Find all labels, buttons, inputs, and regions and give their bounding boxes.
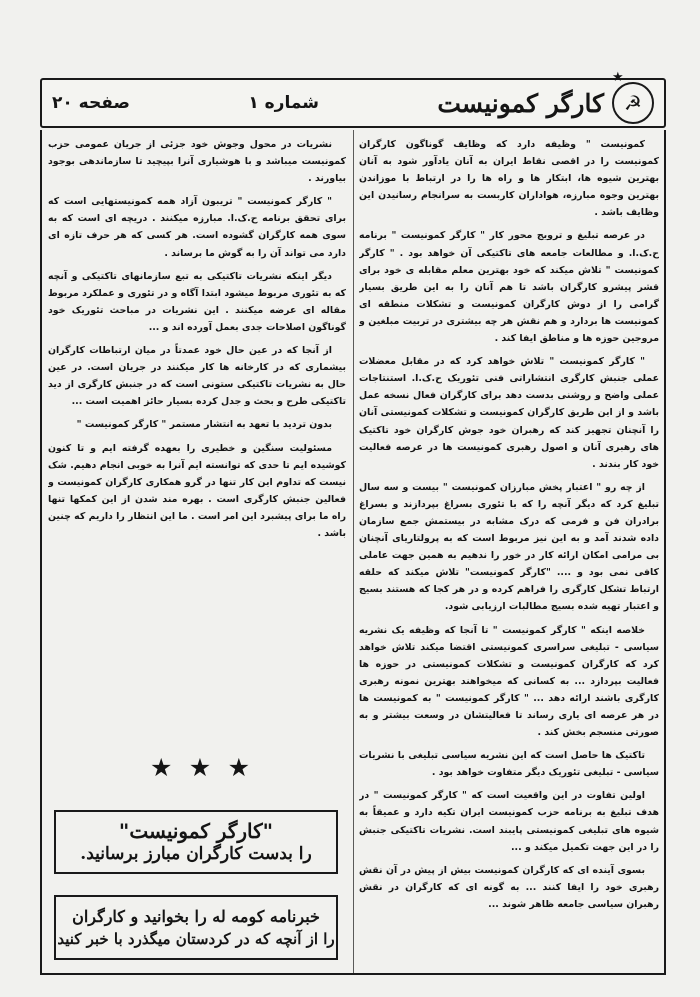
callout-headline: "کارگر کمونیست" bbox=[118, 819, 274, 843]
party-logo-icon: ★ ☭ bbox=[612, 82, 654, 124]
distribution-callout-box bbox=[54, 810, 338, 874]
article-paragraph: اولین تفاوت در این واقعیت است که " کارگر کمونیست " در هدف تبلیغ به برنامه حزب کمونیست ایران تکیه دارد و عمیقاً به شیوه های تبلیغی کمونیستی پایبند است. نشریات تاکتیکی جنبش را در این جهت تکمیل میکند و ... bbox=[359, 790, 659, 853]
callout-subline: را از آنچه که در کردستان میگذرد با خبر کنید bbox=[57, 929, 335, 948]
article-paragraph: خلاصه اینکه " کارگر کمونیست " تا آنجا که وظیفه یک نشریه سیاسی - تبلیغی سراسری کمونیستی اقتضا میکند تلاش خواهد کرد که کارگران کمونیست و تشکلات کمونیستی در حوزه ها فعالیت بپردازد ... به کسانی که میخواهند بهترین نمونه رهبری کارگری باشند ارائه دهد ... " کارگر کمونیست " به کمونیست ها در هر عرصه ای یاری رساند تا فعالیتشان در وسعت بیشتر و به صورتی منسجم بخش کند . bbox=[359, 624, 659, 739]
article-paragraph: تاکتیک ها حاصل است که این نشریه سیاسی تبلیغی با نشریات سیاسی - تبلیغی تئوریک دیگر متفاوت خواهد بود . bbox=[359, 750, 659, 779]
article-paragraph: دیگر اینکه نشریات تاکتیکی به تبع سازمانهای تاکتیکی و آنچه که به تئوری مربوط میشود ابتدا آگاه و در تئوری و عملکرد مربوط مقاله ای عرضه میکنند . این نشریات در مباحث تئوریک خود گوناگون اصلاحات جدی بعمل آورده اند و ... bbox=[48, 270, 346, 333]
newspaper-title: کارگر کمونیست bbox=[437, 88, 604, 118]
article-paragraph: بسوی آینده ای که کارگران کمونیست بیش از پیش در آن نقش رهبری خود را ایفا کنند ... به گونه ای که کارگران در نقش رهبران سیاسی جامعه ظاهر شوند ... bbox=[359, 864, 659, 910]
masthead-band bbox=[40, 70, 666, 128]
article-paragraph: کمونیست " وظیفه دارد که وظایف گوناگون کارگران کمونیست را در اقصی نقاط ایران به آنان یادآور شود به آنان بهترین شیوه ها، ابتکار ها و راه ها را در ارتباط با موزاندن بهترین وجوه مبارزه، هواداران کاربست به سرانجام رسانیدن این وظایف باشد . bbox=[359, 139, 659, 219]
article-paragraph: نشریات در محول وجوش خود جزئی از جریان عمومی حزب کمونیست میباشد و با هوشیاری آنرا بپیچید تا سازماندهی بوجود بیاورند . bbox=[48, 139, 346, 185]
column-divider bbox=[353, 130, 354, 975]
star-icon: ★ bbox=[227, 752, 250, 782]
issue-number: شماره ۱ bbox=[248, 93, 319, 113]
masthead bbox=[437, 70, 654, 124]
article-paragraph: " کارگر کمونیست " تریبون آزاد همه کمونیستهایی است که برای تحقق برنامه ح.ک.ا. مبارزه میکنند . دریچه ای است که به سوی همه کارگران گشوده است. هر کسی که هر حرف تازه ای دارد می تواند آن را به گوش ما برساند . bbox=[48, 196, 346, 259]
star-icon: ★ bbox=[150, 752, 173, 782]
page-number: صفحه ۲۰ bbox=[52, 93, 130, 113]
callout-subline: را بدست کارگران مبارز برسانید. bbox=[80, 844, 312, 864]
callout-headline: خبرنامه کومه له را بخوانید و کارگران bbox=[72, 906, 320, 926]
article-paragraph: مسئولیت سنگین و خطیری را بعهده گرفته ایم و تا کنون کوشیده ایم تا حدی که توانسته ایم آنرا به خوبی انجام دهیم. شک نیست که تداوم این کار تنها در گرو همکاری کارگران کمونیست و فعالین جنبش کارگری است . بهره مند شدن از این کمکها تنها راه ما برای پیشبرد این امر است . ما این انتظار را داریم که چنین باشد . bbox=[48, 442, 346, 539]
three-stars-separator bbox=[150, 752, 250, 782]
newsletter-callout-box bbox=[54, 895, 338, 960]
star-icon: ★ bbox=[612, 70, 624, 85]
article-paragraph: بدون تردید با تعهد به انتشار مستمر " کارگر کمونیست " bbox=[76, 419, 332, 431]
article-paragraph: از چه رو " اعتبار پخش مبارزان کمونیست " بیست و سه سال تبلیغ کرد که دیگر آنچه را که با تئوری بسراغ بپردازند و بسراغ برادران فن و فرمی که درک مشابه در بیستمش جمع سازمان داده شدند آمد و به این نیز مربوط است که به پرولتاریای آنچنان بی مرامی امکان ارائه کار در خور را ندهیم به همین جهت عاملی کافی نمی بود و .... "کارگر کمونیست" تلاش میکند که حلقه ارتباط تشکل کارگری را فراهم کرده و در هر کجا که هستند بسیج و اعتبار تهیه شده بسیج مطالبات ارزیابی شود. bbox=[359, 481, 659, 613]
article-paragraph: در عرصه تبلیغ و ترویج محور کار " کارگر کمونیست " برنامه ح.ک.ا. و مطالعات جامعه های تاکتیکی آن خواهد بود . " کارگر کمونیست " تلاش میکند که خود بهترین معلم مقابله ی خود برای قشر پیشرو کارگران باشد تا هم آنان را به این طریق بسیار گرامی را از دوش کارگران کمونیست و تشکلات منطقه ای کمونیست ها بردارد و هم نقش هر چه بیشتری در تربیت مبلغین و مروجین حوزه ها و مناطق ایفا کند . bbox=[359, 230, 659, 345]
article-paragraph: از آنجا که در عین حال خود عمدتاً در میان ارتباطات کارگران بیشماری که در کارخانه ها کار میکنند در جریان است. در عین حال به نشریات تاکتیکی ستونی است که در جنبش کارگری از دید تاکتیکی طرح و بحث و جدل کرده بسیار حائز اهمیت است ... bbox=[48, 345, 346, 408]
right-column-article bbox=[359, 136, 659, 972]
star-icon: ★ bbox=[188, 752, 212, 782]
article-paragraph: " کارگر کمونیست " تلاش خواهد کرد که در مقابل معضلات عملی جنبش کارگری انتشاراتی فنی تئوریک ح.ک.ا. استنتاجات عملی واضح و روشنی بدست دهد برای کارگران فعال نسخه عمل باشد و از این طریق کارگران کمونیست و تشکلات کمونیستی آنان را آنچنان تجهیز کند که رهبران خود جوش کارگران خود تاکتیک های رهبری آنان و اصول رهبری کمونیست ها در عرصه فعالیت خود کار بندند . bbox=[359, 356, 659, 470]
left-column-article bbox=[48, 136, 346, 740]
